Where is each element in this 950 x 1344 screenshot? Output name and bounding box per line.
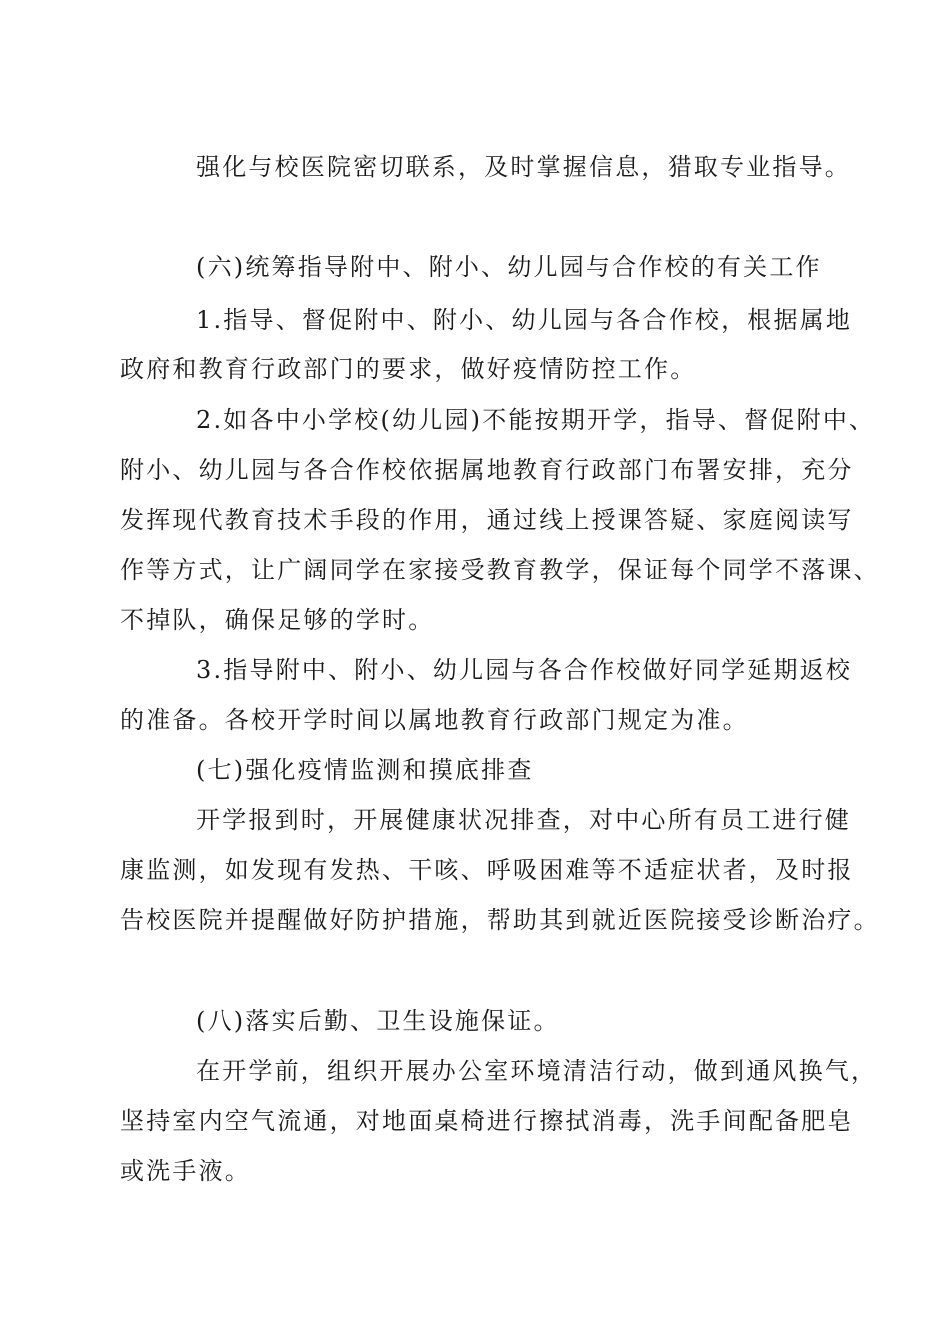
section-heading-6: (六)统筹指导附中、附小、幼儿园与合作校的有关工作 bbox=[196, 253, 822, 281]
paragraph-line: 1.指导、督促附中、附小、幼儿园与各合作校，根据属地 bbox=[196, 306, 853, 334]
paragraph-line: 政府和教育行政部门的要求，做好疫情防控工作。 bbox=[120, 355, 697, 383]
paragraph-line: 的准备。各校开学时间以属地教育行政部门规定为准。 bbox=[120, 706, 749, 734]
paragraph-line: 2.如各中小学校(幼儿园)不能按期开学，指导、督促附中、 bbox=[196, 406, 876, 434]
paragraph-line: 发挥现代教育技术手段的作用，通过线上授课答疑、家庭阅读写 bbox=[120, 506, 854, 534]
paragraph-line: 强化与校医院密切联系，及时掌握信息，猎取专业指导。 bbox=[196, 153, 851, 181]
section-heading-7: (七)强化疫情监测和摸底排查 bbox=[196, 756, 534, 784]
paragraph-line: 开学报到时，开展健康状况排查，对中心所有员工进行健 bbox=[196, 806, 851, 834]
paragraph-line: 或洗手液。 bbox=[120, 1157, 251, 1185]
paragraph-line: 不掉队，确保足够的学时。 bbox=[120, 606, 435, 634]
paragraph-line: 在开学前，组织开展办公室环境清洁行动，做到通风换气， bbox=[196, 1057, 878, 1085]
section-heading-8: (八)落实后勤、卫生设施保证。 bbox=[196, 1007, 560, 1035]
paragraph-line: 坚持室内空气流通，对地面桌椅进行擦拭消毒，洗手间配备肥皂 bbox=[120, 1107, 854, 1135]
paragraph-line: 作等方式，让广阔同学在家接受教育教学，保证每个同学不落课、 bbox=[120, 556, 880, 584]
paragraph-line: 附小、幼儿园与各合作校依据属地教育行政部门布署安排，充分 bbox=[120, 456, 854, 484]
paragraph-line: 3.指导附中、附小、幼儿园与各合作校做好同学延期返校 bbox=[196, 656, 853, 684]
paragraph-line: 康监测，如发现有发热、干咳、呼吸困难等不适症状者，及时报 bbox=[120, 856, 854, 884]
paragraph-line: 告校医院并提醒做好防护措施，帮助其到就近医院接受诊断治疗。 bbox=[120, 906, 880, 934]
